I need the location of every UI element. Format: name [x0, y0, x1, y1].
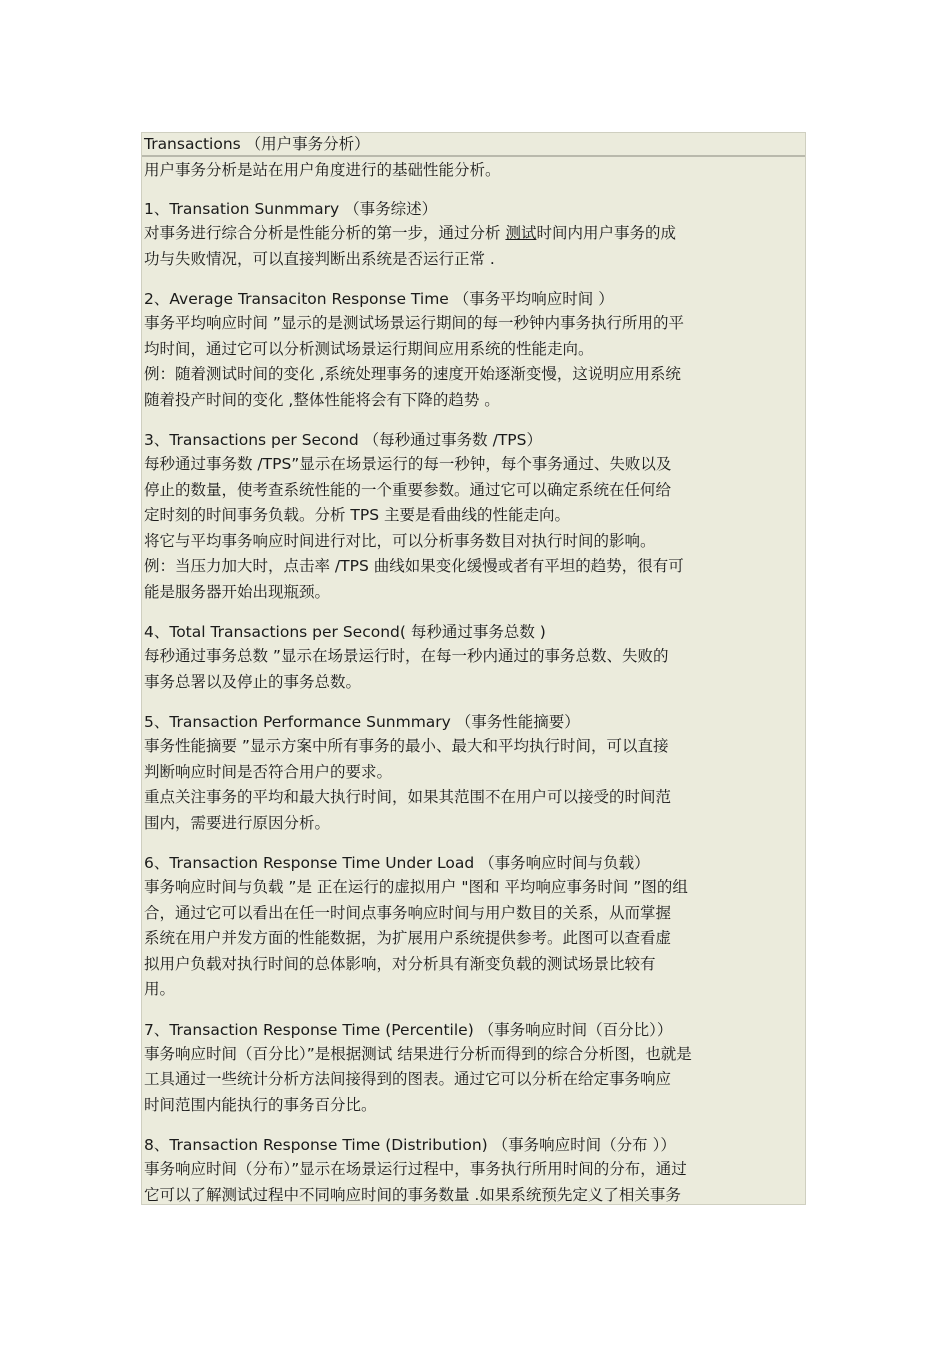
paragraph-line: 围内，需要进行原因分析。	[144, 813, 331, 832]
paragraph-line: 事务平均响应时间 ”显示的是测试场景运行期间的每一秒钟内事务执行所用的平	[144, 314, 684, 332]
document-title: Transactions （用户事务分析）	[142, 133, 805, 157]
section-2	[142, 288, 805, 413]
paragraph-line: 时间范围内能执行的事务百分比。	[144, 1095, 377, 1114]
paragraph-line: 定时刻的时间事务负载。分析 TPS 主要是看曲线的性能走向。	[144, 506, 571, 524]
line-text: 时间内用户事务的成	[536, 224, 676, 242]
paragraph-line: 工具通过一些统计分析方法间接得到的图表。通过它可以分析在给定事务响应	[144, 1070, 672, 1088]
intro-text: 用户事务分析是站在用户角度进行的基础性能分析。	[144, 161, 501, 179]
section-heading: 3、Transactions per Second （每秒通过事务数 /TPS）	[144, 431, 542, 449]
paragraph-line: 事务响应时间（分布）”显示在场景运行过程中，事务执行所用时间的分布，通过	[144, 1160, 687, 1178]
paragraph-line: 事务总署以及停止的事务总数。	[144, 672, 362, 691]
paragraph-line	[144, 221, 805, 247]
paragraph-line: 每秒通过事务总数 ”显示在场景运行时，在每一秒内通过的事务总数、失败的	[144, 647, 669, 665]
paragraph-line: 合，通过它可以看出在任一时间点事务响应时间与用户数目的关系，从而掌握	[144, 903, 672, 922]
section-heading: 4、Total Transactions per Second( 每秒通过事务总数 )	[144, 623, 546, 641]
paragraph-line: 系统在用户并发方面的性能数据，为扩展用户系统提供参考。此图可以查看虚	[144, 929, 672, 947]
section-3	[142, 429, 805, 605]
section-8	[142, 1134, 805, 1205]
paragraph-line: 停止的数量，使考查系统性能的一个重要参数。通过它可以确定系统在任何给	[144, 480, 672, 499]
paragraph-line: 事务响应时间与负载 ”是 正在运行的虚拟用户 "图和 平均响应事务时间 ”图的组	[144, 878, 688, 896]
section-7	[142, 1019, 805, 1119]
paragraph-line: 事务响应时间（百分比）”是根据测试 结果进行分析而得到的综合分析图，也就是	[144, 1044, 692, 1063]
paragraph-line: 用。	[144, 980, 176, 998]
paragraph-line: 随着投产时间的变化 ,整体性能将会有下降的趋势 。	[144, 390, 500, 409]
section-4	[142, 621, 805, 695]
paragraph-line: 均时间，通过它可以分析测试场景运行期间应用系统的性能走向。	[144, 339, 594, 358]
paragraph-line: 它可以了解测试过程中不同响应时间的事务数量 .如果系统预先定义了相关事务	[144, 1185, 681, 1204]
section-5	[142, 711, 805, 836]
section-1	[142, 198, 805, 272]
paragraph-line: 例：当压力加大时，点击率 /TPS 曲线如果变化缓慢或者有平坦的趋势，很有可	[144, 557, 684, 575]
sections-container	[142, 198, 805, 1205]
paragraph-line: 例：随着测试时间的变化 ,系统处理事务的速度开始逐渐变慢，这说明应用系统	[144, 365, 681, 383]
paragraph-line: 事务性能摘要 ”显示方案中所有事务的最小、最大和平均执行时间，可以直接	[144, 737, 669, 755]
section-6	[142, 852, 805, 1003]
line-text: 对事务进行综合分析是性能分析的第一步，通过分析	[144, 224, 506, 242]
paragraph-line: 能是服务器开始出现瓶颈。	[144, 582, 331, 601]
section-heading: 6、Transaction Response Time Under Load （事务响应时间与负载）	[144, 854, 650, 872]
paragraph-line: 功与失败情况，可以直接判断出系统是否运行正常 .	[144, 249, 495, 268]
test-link[interactable]: 测试	[505, 224, 537, 242]
section-heading: 7、Transaction Response Time (Percentile) （事务响应时间（百分比））	[144, 1020, 673, 1039]
section-heading: 2、Average Transaciton Response Time （事务平均响应时间 ）	[144, 290, 614, 308]
section-heading: 5、Transaction Performance Sunmmary （事务性能摘要）	[144, 713, 580, 731]
section-heading: 8、Transaction Response Time (Distribution) （事务响应时间（分布 ））	[144, 1136, 676, 1154]
paragraph-line: 重点关注事务的平均和最大执行时间，如果其范围不在用户可以接受的时间范	[144, 788, 672, 806]
paragraph-line: 将它与平均事务响应时间进行对比，可以分析事务数目对执行时间的影响。	[144, 531, 656, 550]
paragraph-line: 拟用户负载对执行时间的总体影响，对分析具有渐变负载的测试场景比较有	[144, 954, 656, 973]
paragraph-line: 每秒通过事务数 /TPS”显示在场景运行的每一秒钟，每个事务通过、失败以及	[144, 455, 672, 473]
section-heading: 1、Transation Sunmmary （事务综述）	[144, 200, 438, 218]
document-panel	[141, 132, 806, 1205]
paragraph-line: 判断响应时间是否符合用户的要求。	[144, 762, 393, 781]
